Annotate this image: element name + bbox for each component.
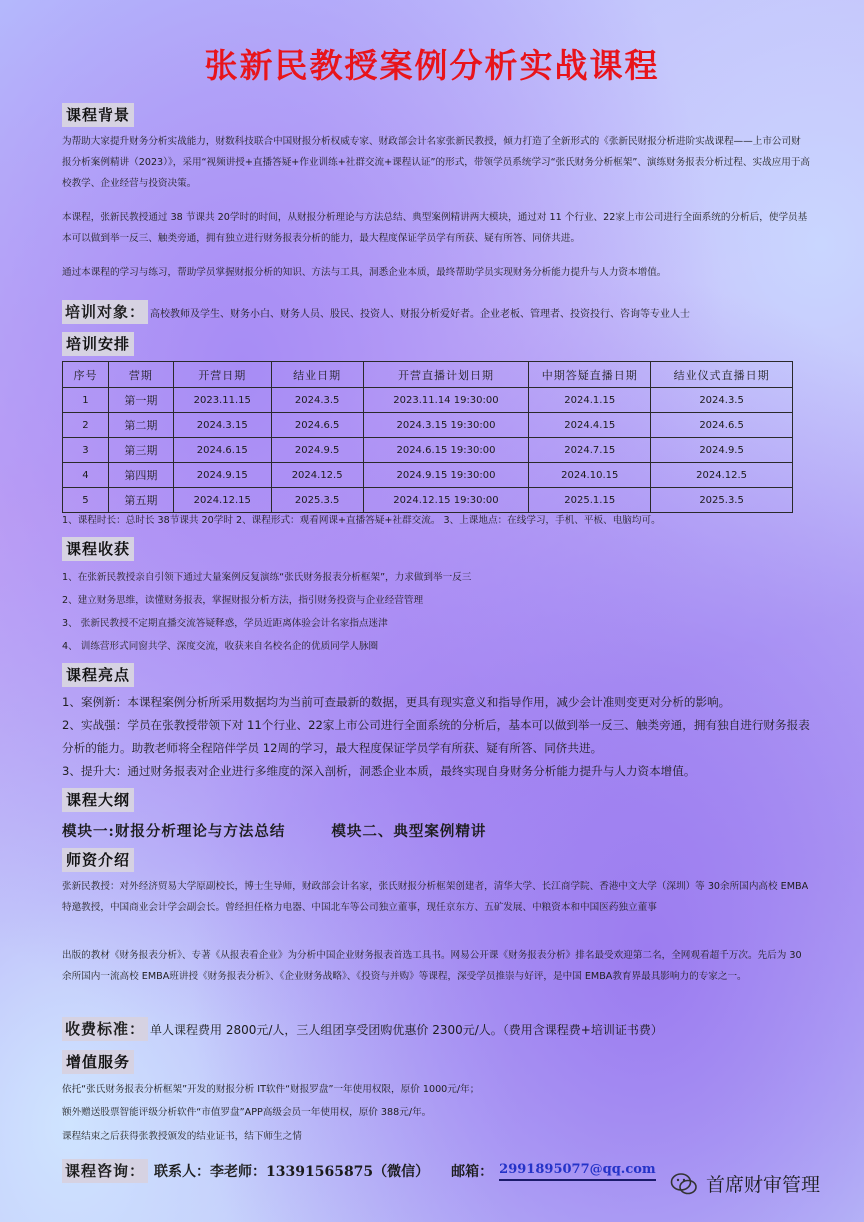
table-cell: 第四期 (108, 463, 173, 488)
table-cell: 2024.4.15 (529, 413, 651, 438)
fee-row (62, 1017, 663, 1041)
watermark-text: 首席财审管理 (706, 1174, 821, 1196)
table-cell: 3 (63, 438, 109, 463)
outline-modules (62, 820, 486, 841)
table-cell: 2024.6.5 (651, 413, 793, 438)
teacher-paragraph-1: 张新民教授：对外经济贸易大学原副校长，博士生导师，财政部会计名家，张氏财报分析框架创建者，清华大学、长江商学院、香港中文大学（深圳）等 30余所国内高校 EMBA特邀教授，中国商业会计学会副会长。曾经担任格力电器、中国北车等公司独立董事，现任京东方、五矿发展、中粮资本和中国医药独立董事 (62, 881, 809, 913)
consult-email-label: 邮箱： (451, 1164, 494, 1180)
table-cell: 2023.11.15 (173, 388, 271, 413)
table-cell: 2024.1.15 (529, 388, 651, 413)
column-header: 开营日期 (173, 362, 271, 388)
page-title: 张新民教授案例分析实战课程 (204, 46, 660, 85)
section-heading-highlights: 课程亮点 (62, 663, 134, 687)
table-cell: 2024.9.5 (651, 438, 793, 463)
wechat-icon (670, 1172, 698, 1196)
highlights-item-1: 1、案例新：本课程案例分析所采用数据均为当前可查最新的数据，更具有现实意义和指导作用，减少会计准则变更对分析的影响。 (62, 695, 731, 709)
table-row (63, 438, 793, 463)
table-cell: 2024.12.5 (651, 463, 793, 488)
background-paragraph-3: 通过本课程的学习与练习，帮助学员掌握财报分析的知识、方法与工具，洞悉企业本质，最终帮助学员实现财务分析能力提升与人力资本增值。 (62, 267, 667, 278)
gains-item-4: 4、 训练营形式同窗共学、深度交流，收获来自名校名企的优质同学人脉圈 (62, 641, 379, 652)
table-cell: 2025.1.15 (529, 488, 651, 513)
wechat-watermark (670, 1170, 820, 1197)
table-cell: 2024.9.15 (173, 463, 271, 488)
column-header: 开营直播计划日期 (363, 362, 529, 388)
target-text: 高校教师及学生、财务小白、财务人员、股民、投资人、财报分析爱好者。企业老板、管理者、投资投行、咨询等专业人士 (150, 308, 691, 320)
table-cell: 2024.6.15 (173, 438, 271, 463)
table-row (63, 388, 793, 413)
gains-item-3: 3、 张新民教授不定期直播交流答疑释惑，学员近距离体验会计名家指点迷津 (62, 618, 388, 629)
background-paragraph-2: 本课程，张新民教授通过 38 节课共 20学时的时间，从财报分析理论与方法总结、典型案例精讲两大模块，通过对 11 个行业、22家上市公司进行全面系统的分析后，使学员基本可以做到举一反三、触类旁通，拥有独立进行财务报表分析的能力，最大程度保证学员学有所获、疑有所答、同侪共进。 (62, 212, 808, 244)
table-cell: 2024.10.15 (529, 463, 651, 488)
schedule-table (62, 361, 793, 513)
table-cell: 2023.11.14 19:30:00 (363, 388, 529, 413)
section-heading-schedule: 培训安排 (62, 332, 134, 356)
table-cell: 2024.3.5 (271, 388, 363, 413)
table-row (63, 463, 793, 488)
table-cell: 第一期 (108, 388, 173, 413)
table-cell: 第二期 (108, 413, 173, 438)
table-cell: 2 (63, 413, 109, 438)
table-cell: 5 (63, 488, 109, 513)
outline-module-1: 模块一:财报分析理论与方法总结 (62, 823, 286, 840)
column-header: 序号 (63, 362, 109, 388)
table-cell: 2024.3.5 (651, 388, 793, 413)
table-cell: 2024.12.15 (173, 488, 271, 513)
service-item-3: 课程结束之后获得张教授颁发的结业证书，结下师生之情 (62, 1131, 302, 1142)
target-row (62, 300, 690, 324)
table-cell: 第五期 (108, 488, 173, 513)
highlights-item-3: 3、提升大：通过财务报表对企业进行多维度的深入剖析，洞悉企业本质，最终实现自身财务分析能力提升与人力资本增值。 (62, 764, 696, 778)
table-cell: 2024.7.15 (529, 438, 651, 463)
highlights-item-2: 2、实战强：学员在张教授带领下对 11个行业、22家上市公司进行全面系统的分析后，基本可以做到举一反三、触类旁通，拥有独自进行财务报表分析的能力。助教老师将全程陪伴学员 12周的学习，最大程度保证学员学有所获、疑有所答、同侪共进。 (62, 718, 810, 755)
table-row (63, 413, 793, 438)
service-item-2: 额外赠送股票智能评级分析软件“市值罗盘”APP高级会员一年使用权，原价 388元/年。 (62, 1107, 432, 1118)
section-heading-background: 课程背景 (62, 103, 134, 127)
column-header: 结业日期 (271, 362, 363, 388)
table-row (63, 488, 793, 513)
column-header: 营期 (108, 362, 173, 388)
table-header-row (63, 362, 793, 388)
background-paragraph-1: 为帮助大家提升财务分析实战能力，财数科技联合中国财报分析权威专家、财政部会计名家张新民教授，倾力打造了全新形式的《张新民财报分析进阶实战课程——上市公司财报分析案例精讲（2023）》，采用“视频讲授+直播答疑+作业训练+社群交流+课程认证”的形式，带领学员系统学习“张氏财务分析框架”、演练财务报表分析过程、实战应用于高校教学、企业经营与投资决策。 (62, 136, 811, 189)
column-header: 结业仪式直播日期 (651, 362, 793, 388)
gains-item-2: 2、建立财务思维，读懂财务报表，掌握财报分析方法，指引财务投资与企业经营管理 (62, 595, 424, 606)
table-cell: 2024.12.15 19:30:00 (363, 488, 529, 513)
section-heading-teacher: 师资介绍 (62, 848, 134, 872)
table-cell: 2024.3.15 (173, 413, 271, 438)
table-cell: 2024.12.5 (271, 463, 363, 488)
gains-item-1: 1、在张新民教授亲自引领下通过大量案例反复演练“张氏财务报表分析框架”，力求做到举一反三 (62, 572, 472, 583)
table-cell: 第三期 (108, 438, 173, 463)
fee-text: 单人课程费用 2800元/人，三人组团享受团购优惠价 2300元/人。（费用含课程费+培训证书费） (150, 1022, 663, 1037)
table-cell: 2024.9.5 (271, 438, 363, 463)
table-cell: 2024.6.15 19:30:00 (363, 438, 529, 463)
outline-module-2: 模块二、典型案例精讲 (331, 823, 487, 840)
service-item-1: 依托“张氏财务报表分析框架”开发的财报分析 IT软件“财报罗盘”一年使用权限，原价 1000元/年； (62, 1084, 480, 1095)
section-heading-outline: 课程大纲 (62, 788, 134, 812)
section-heading-fee: 收费标准： (62, 1017, 148, 1041)
table-cell: 2025.3.5 (651, 488, 793, 513)
teacher-paragraph-2: 出版的教材《财务报表分析》、专著《从报表看企业》为分析中国企业财务报表首选工具书。网易公开课《财务报表分析》排名最受欢迎第二名，全网观看超千万次。先后为 30余所国内一流高校 EMBA班讲授《财务报表分析》、《企业财务战略》、《投资与并购》等课程，深受学员推崇与好评，是中国 EMBA教育界最具影响力的专家之一。 (62, 950, 802, 982)
table-cell: 2024.6.5 (271, 413, 363, 438)
consult-row (62, 1159, 656, 1183)
consult-email-link[interactable]: 2991895077@qq.com (499, 1162, 656, 1181)
section-heading-target: 培训对象： (62, 300, 148, 324)
table-cell: 4 (63, 463, 109, 488)
section-heading-gains: 课程收获 (62, 537, 134, 561)
schedule-note: 1、课程时长：总时长 38节课共 20学时 2、课程形式：观看网课+直播答疑+社群交流。 3、上课地点：在线学习，手机、平板、电脑均可。 (62, 515, 661, 526)
table-cell: 2024.9.15 19:30:00 (363, 463, 529, 488)
section-heading-consult: 课程咨询： (62, 1159, 148, 1183)
column-header: 中期答疑直播日期 (529, 362, 651, 388)
table-cell: 1 (63, 388, 109, 413)
consult-contact: 联系人：李老师：13391565875（微信） (154, 1164, 430, 1180)
section-heading-service: 增值服务 (62, 1050, 134, 1074)
table-cell: 2024.3.15 19:30:00 (363, 413, 529, 438)
table-cell: 2025.3.5 (271, 488, 363, 513)
